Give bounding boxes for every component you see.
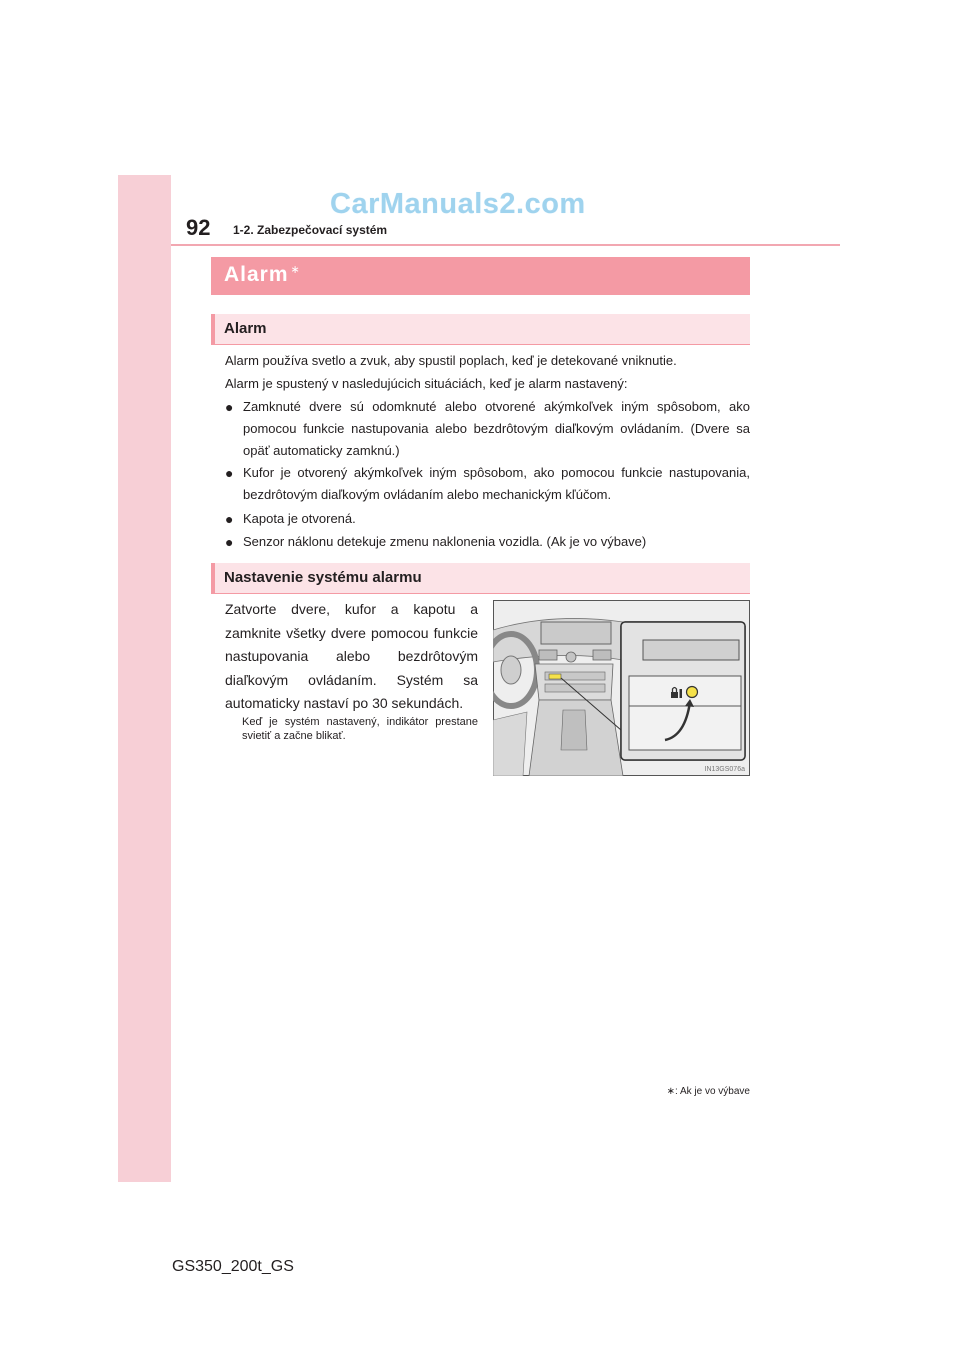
list-item — [225, 462, 750, 506]
section-heading-setup-text: Nastavenie systému alarmu — [224, 569, 422, 586]
list-item-text: Zamknuté dvere sú odomknuté alebo otvorené akýmkoľvek iným spôsobom, ako pomocou funkcie nastupovania alebo bezdrôtovým diaľkovým ovládaním. (Dvere sa opäť automaticky zamknú.) — [243, 399, 750, 458]
footnote — [600, 1086, 750, 1097]
watermark: CarManuals2.com — [330, 188, 586, 220]
page-title-bar — [211, 257, 750, 295]
title-asterisk: ∗ — [290, 264, 301, 276]
list-item-text: Kufor je otvorený akýmkoľvek iným spôsobom, ako pomocou funkcie nastupovania, bezdrôtovým diaľkovým ovládaním alebo mechanickým kľúčom. — [243, 465, 750, 502]
section-heading-setup — [211, 563, 750, 594]
page-title — [224, 263, 301, 287]
list-item-text: Kapota je otvorená. — [243, 511, 356, 526]
setup-instructions: Zatvorte dvere, kufor a kapotu a zamknite všetky dvere pomocou funkcie nastupovania alebo bezdrôtovým diaľkovým ovládaním. Systém sa automaticky nastaví po 30 sekundách. — [225, 601, 478, 711]
chapter-sidebar — [118, 175, 171, 1182]
list-item-text: Senzor náklonu detekuje zmenu naklonenia vozidla. (Ak je vo výbave) — [243, 534, 647, 549]
alarm-intro: Alarm používa svetlo a zvuk, aby spustil poplach, keď je detekované vniknutie. — [225, 353, 677, 368]
list-item — [225, 531, 750, 553]
header-divider — [171, 244, 840, 246]
bullet-icon: ● — [225, 399, 234, 415]
list-item — [225, 396, 750, 462]
dashboard-drawing — [493, 600, 750, 776]
alarm-trigger-intro: Alarm je spustený v nasledujúcich situáciách, keď je alarm nastavený: — [225, 376, 628, 391]
chapter-title: 1-2. Zabezpečovací systém — [233, 223, 388, 237]
model-code: GS350_200t_GS — [172, 1258, 294, 1275]
page-number: 92 — [186, 215, 211, 240]
bullet-icon: ● — [225, 511, 234, 527]
figure-code: IN13GS076a — [704, 766, 745, 773]
section-heading-alarm — [211, 314, 750, 345]
bullet-icon: ● — [225, 465, 234, 481]
dashboard-illustration — [493, 600, 750, 776]
bullet-icon: ● — [225, 534, 234, 550]
page-title-text: Alarm — [224, 263, 289, 286]
list-item — [225, 508, 750, 530]
section-heading-alarm-text: Alarm — [224, 320, 267, 337]
footnote-asterisk: ∗ — [666, 1086, 675, 1097]
footnote-text: : Ak je vo výbave — [674, 1086, 750, 1097]
heading-accent — [211, 314, 215, 344]
heading-accent — [211, 563, 215, 593]
setup-note: Keď je systém nastavený, indikátor prestane svietiť a začne blikať. — [242, 716, 478, 742]
